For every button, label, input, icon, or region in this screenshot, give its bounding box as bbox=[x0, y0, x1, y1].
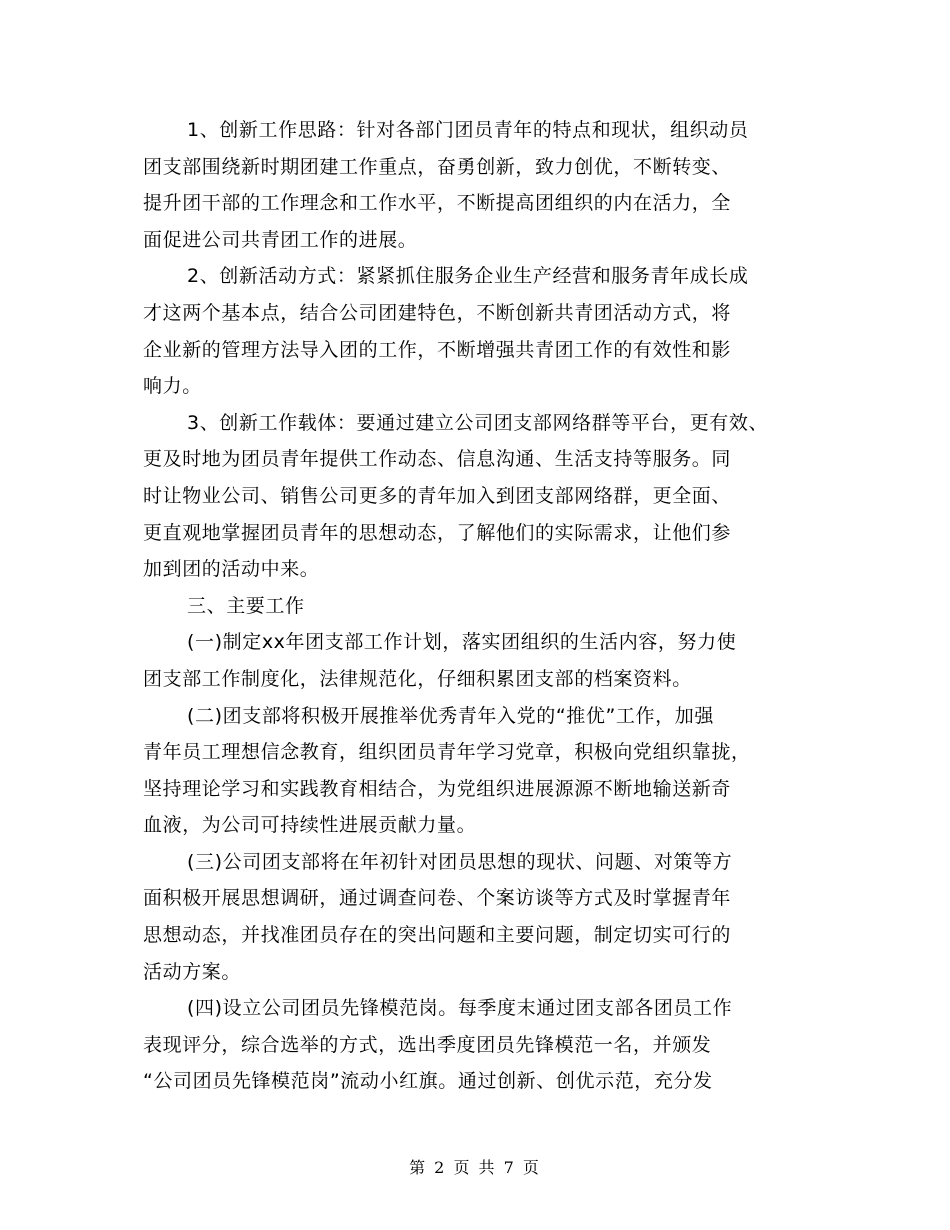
text-line: 血液，为公司可持续性进展贡献力量。 bbox=[143, 814, 477, 837]
paragraph bbox=[143, 698, 823, 844]
text-line: 团支部工作制度化，法律规范化，仔细积累团支部的档案资料。 bbox=[143, 667, 692, 690]
text-line: 1、创新工作思路：针对各部门团员青年的特点和现状，组织动员 bbox=[187, 119, 749, 141]
paragraph bbox=[143, 624, 823, 697]
text-line: 企业新的管理方法导入团的工作，不断增强共青团工作的有效性和影 bbox=[143, 338, 732, 361]
text-line: (四)设立公司团员先锋模范岗。每季度末通过团支部各团员工作 bbox=[187, 997, 733, 1020]
text-line: 加到团的活动中来。 bbox=[143, 558, 320, 581]
text-line: 3、创新工作载体：要通过建立公司团支部网络群等平台，更有效、 bbox=[187, 411, 769, 434]
text-line: 更直观地掌握团员青年的思想动态，了解他们的实际需求，让他们参 bbox=[143, 521, 732, 544]
text-line: 青年员工理想信念教育，组织团员青年学习党章，积极向党组织靠拢， bbox=[143, 741, 751, 764]
text-line: 三、主要工作 bbox=[187, 594, 305, 617]
text-line: 才这两个基本点，结合公司团建特色，不断创新共青团活动方式，将 bbox=[143, 301, 732, 324]
page-footer: 第 2 页 共 7 页 bbox=[409, 1158, 541, 1177]
document-body bbox=[143, 112, 823, 1100]
text-line: 响力。 bbox=[143, 375, 202, 398]
text-line: 2、创新活动方式：紧紧抓住服务企业生产经营和服务青年成长成 bbox=[187, 265, 749, 288]
text-line: (三)公司团支部将在年初针对团员思想的现状、问题、对策等方 bbox=[187, 850, 733, 873]
text-line: 时让物业公司、销售公司更多的青年加入到团支部网络群，更全面、 bbox=[143, 484, 732, 507]
text-line: (一)制定xx年团支部工作计划，落实团组织的生活内容，努力使 bbox=[187, 631, 737, 654]
paragraph bbox=[143, 112, 823, 258]
text-line: 团支部围绕新时期团建工作重点，奋勇创新，致力创优，不断转变、 bbox=[143, 155, 732, 178]
text-line: 思想动态，并找准团员存在的突出问题和主要问题，制定切实可行的 bbox=[143, 924, 732, 947]
text-line: (二)团支部将积极开展推举优秀青年入党的“推优”工作，加强 bbox=[187, 704, 714, 727]
text-line: 坚持理论学习和实践教育相结合，为党组织进展源源不断地输送新奇 bbox=[143, 777, 732, 800]
text-line: 提升团干部的工作理念和工作水平，不断提高团组织的内在活力，全 bbox=[143, 192, 732, 215]
paragraph bbox=[143, 844, 823, 990]
paragraph bbox=[143, 405, 823, 588]
text-line: 表现评分，综合选举的方式，选出季度团员先锋模范一名，并颁发 bbox=[143, 1033, 712, 1056]
text-line: “公司团员先锋模范岗”流动小红旗。通过创新、创优示范，充分发 bbox=[143, 1070, 713, 1093]
paragraph bbox=[143, 588, 823, 625]
text-line: 面促进公司共青团工作的进展。 bbox=[143, 228, 418, 251]
paragraph bbox=[143, 258, 823, 404]
text-line: 面积极开展思想调研，通过调查问卷、个案访谈等方式及时掌握青年 bbox=[143, 887, 732, 910]
text-line: 活动方案。 bbox=[143, 960, 242, 983]
paragraph bbox=[143, 990, 823, 1100]
text-line: 更及时地为团员青年提供工作动态、信息沟通、生活支持等服务。同 bbox=[143, 448, 732, 471]
